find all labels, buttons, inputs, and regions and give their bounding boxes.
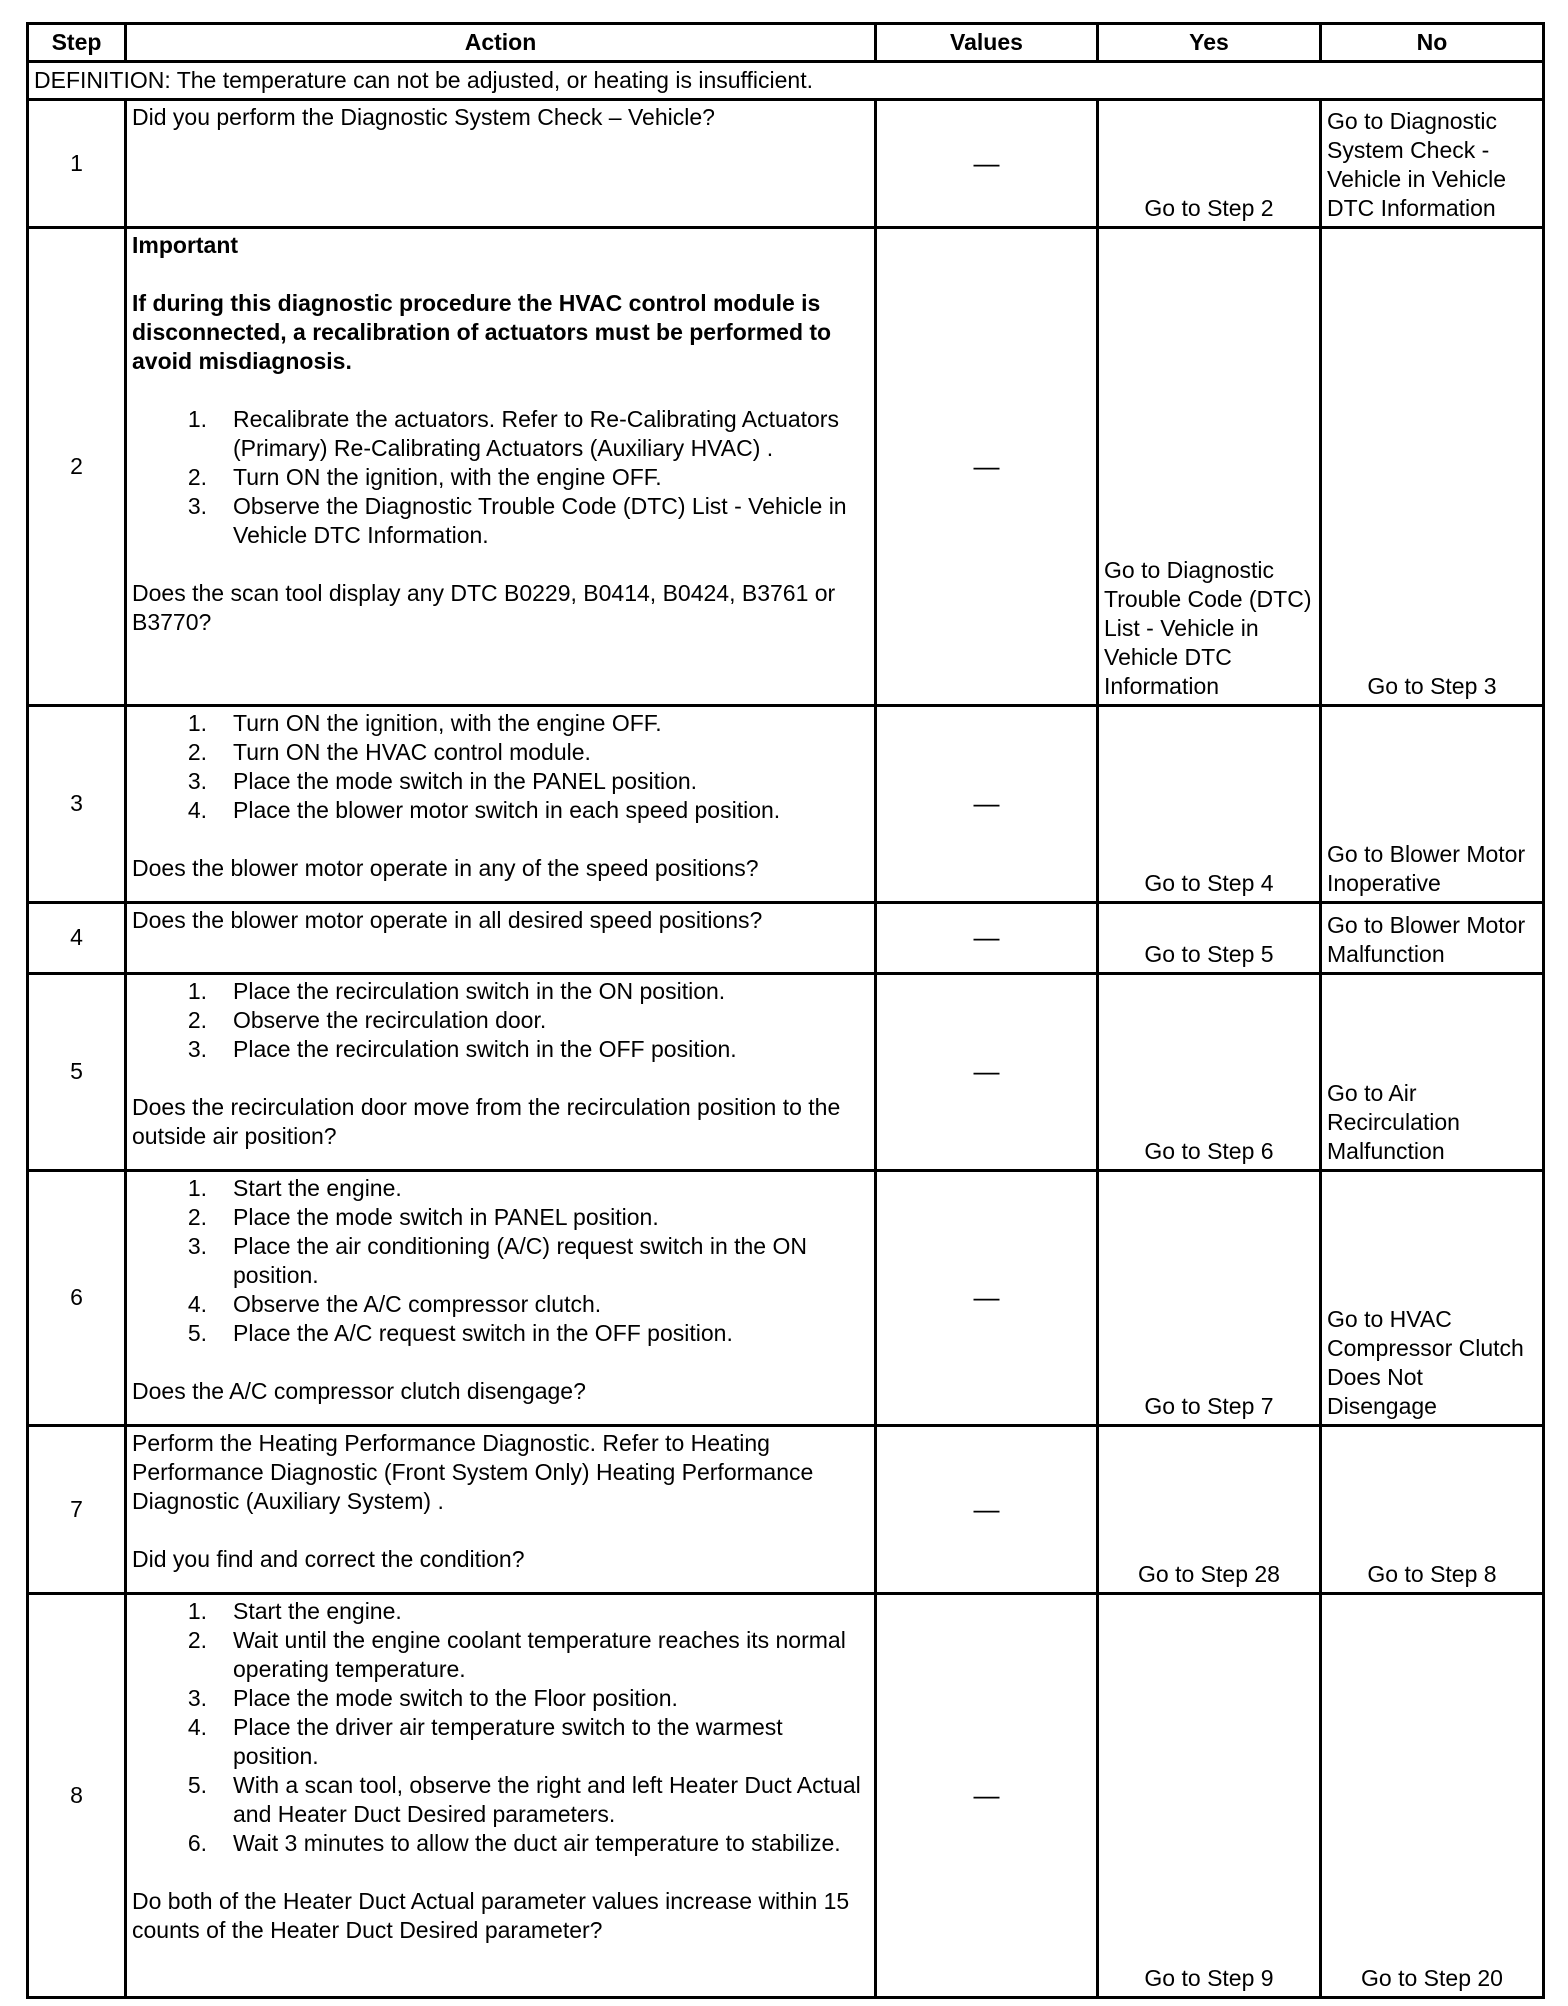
important-title: Important <box>132 232 239 258</box>
values-cell: — <box>876 974 1098 1171</box>
step-row-7 <box>28 1426 1544 1594</box>
yes-link[interactable]: Go to Step 2 <box>1098 100 1321 228</box>
list-item: 1. Place the recirculation switch in the ON position. <box>187 978 726 1004</box>
action-cell <box>126 974 876 1171</box>
procedure-list <box>132 1597 869 1858</box>
no-link[interactable]: Go to Air Recirculation Malfunction <box>1321 974 1544 1171</box>
procedure-list <box>132 405 869 550</box>
question-text: Did you find and correct the condition? <box>132 1546 525 1572</box>
list-item: 5. With a scan tool, observe the right and left Heater Duct Actual and Heater Duct Desired parameters. <box>187 1772 861 1827</box>
question-text: Does the blower motor operate in any of the speed positions? <box>132 855 759 881</box>
procedure-list <box>132 709 869 825</box>
list-item: 4. Place the blower motor switch in each speed position. <box>187 797 781 823</box>
header-step: Step <box>28 24 126 62</box>
step-row-1 <box>28 100 1544 228</box>
list-item: 5. Place the A/C request switch in the OFF position. <box>187 1320 733 1346</box>
list-item: 3. Place the air conditioning (A/C) request switch in the ON position. <box>187 1233 807 1288</box>
step-number: 4 <box>28 903 126 974</box>
header-values: Values <box>876 24 1098 62</box>
yes-link[interactable]: Go to Step 7 <box>1098 1171 1321 1426</box>
diagnostic-table <box>26 22 1545 1999</box>
no-link[interactable]: Go to Step 3 <box>1321 228 1544 706</box>
list-item: 2. Wait until the engine coolant temperature reaches its normal operating temperature. <box>187 1627 846 1682</box>
step-number: 5 <box>28 974 126 1171</box>
important-text: If during this diagnostic procedure the HVAC control module is disconnected, a recalibration of actuators must be performed to avoid misdiagnosis. <box>132 290 832 374</box>
action-cell <box>126 1594 876 1998</box>
list-item: 2. Place the mode switch in PANEL position. <box>187 1204 659 1230</box>
question-text: Does the scan tool display any DTC B0229, B0414, B0424, B3761 or B3770? <box>132 580 836 635</box>
question-text: Do both of the Heater Duct Actual parameter values increase within 15 counts of the Heater Duct Desired parameter? <box>132 1888 850 1943</box>
yes-link[interactable]: Go to Step 9 <box>1098 1594 1321 1998</box>
action-cell <box>126 1171 876 1426</box>
yes-link[interactable]: Go to Step 5 <box>1098 903 1321 974</box>
no-link[interactable]: Go to HVAC Compressor Clutch Does Not Disengage <box>1321 1171 1544 1426</box>
no-link[interactable]: Go to Blower Motor Malfunction <box>1321 903 1544 974</box>
step-number: 2 <box>28 228 126 706</box>
action-cell <box>126 100 876 228</box>
values-cell: — <box>876 100 1098 228</box>
no-link[interactable]: Go to Blower Motor Inoperative <box>1321 706 1544 903</box>
yes-link[interactable]: Go to Step 28 <box>1098 1426 1321 1594</box>
values-cell: — <box>876 1171 1098 1426</box>
header-action: Action <box>126 24 876 62</box>
list-item: 1. Start the engine. <box>187 1598 402 1624</box>
question-text: Does the recirculation door move from the recirculation position to the outside air position? <box>132 1094 841 1149</box>
yes-link[interactable]: Go to Step 4 <box>1098 706 1321 903</box>
step-row-3 <box>28 706 1544 903</box>
no-link[interactable]: Go to Step 20 <box>1321 1594 1544 1998</box>
step-row-2 <box>28 228 1544 706</box>
list-item: 3. Place the mode switch in the PANEL position. <box>187 768 698 794</box>
definition-row <box>28 62 1544 100</box>
list-item: 3. Observe the Diagnostic Trouble Code (DTC) List - Vehicle in Vehicle DTC Information. <box>187 493 847 548</box>
yes-link[interactable]: Go to Step 6 <box>1098 974 1321 1171</box>
no-link[interactable]: Go to Diagnostic System Check - Vehicle in Vehicle DTC Information <box>1321 100 1544 228</box>
values-cell: — <box>876 1426 1098 1594</box>
definition-text: DEFINITION: The temperature can not be adjusted, or heating is insufficient. <box>28 62 1544 100</box>
list-item: 3. Place the mode switch to the Floor position. <box>187 1685 678 1711</box>
list-item: 6. Wait 3 minutes to allow the duct air temperature to stabilize. <box>187 1830 841 1856</box>
header-row <box>28 24 1544 62</box>
values-cell: — <box>876 228 1098 706</box>
action-cell <box>126 228 876 706</box>
step-row-5 <box>28 974 1544 1171</box>
list-item: 2. Turn ON the HVAC control module. <box>187 739 591 765</box>
step-row-4 <box>28 903 1544 974</box>
header-no: No <box>1321 24 1544 62</box>
action-cell <box>126 1426 876 1594</box>
step-row-6 <box>28 1171 1544 1426</box>
step-number: 8 <box>28 1594 126 1998</box>
procedure-list <box>132 1174 869 1348</box>
step-row-8 <box>28 1594 1544 1998</box>
list-item: 1. Recalibrate the actuators. Refer to Re-Calibrating Actuators (Primary) Re-Calibrating Actuators (Auxiliary HVAC) . <box>187 406 839 461</box>
intro-text: Perform the Heating Performance Diagnostic. Refer to Heating Performance Diagnostic (Front System Only) Heating Performance Diagnostic (Auxiliary System) . <box>132 1430 814 1514</box>
list-item: 4. Place the driver air temperature switch to the warmest position. <box>187 1714 783 1769</box>
list-item: 3. Place the recirculation switch in the OFF position. <box>187 1036 737 1062</box>
procedure-list <box>132 977 869 1064</box>
list-item: 1. Start the engine. <box>187 1175 402 1201</box>
action-cell <box>126 903 876 974</box>
list-item: 2. Turn ON the ignition, with the engine OFF. <box>187 464 662 490</box>
step-number: 1 <box>28 100 126 228</box>
yes-link[interactable]: Go to Diagnostic Trouble Code (DTC) List - Vehicle in Vehicle DTC Information <box>1098 228 1321 706</box>
values-cell: — <box>876 1594 1098 1998</box>
step-number: 7 <box>28 1426 126 1594</box>
no-link[interactable]: Go to Step 8 <box>1321 1426 1544 1594</box>
step-number: 3 <box>28 706 126 903</box>
list-item: 2. Observe the recirculation door. <box>187 1007 547 1033</box>
question-text: Does the A/C compressor clutch disengage? <box>132 1378 586 1404</box>
values-cell: — <box>876 903 1098 974</box>
values-cell: — <box>876 706 1098 903</box>
question-text: Does the blower motor operate in all desired speed positions? <box>132 907 763 933</box>
question-text: Did you perform the Diagnostic System Check – Vehicle? <box>132 104 715 130</box>
step-number: 6 <box>28 1171 126 1426</box>
list-item: 4. Observe the A/C compressor clutch. <box>187 1291 602 1317</box>
header-yes: Yes <box>1098 24 1321 62</box>
action-cell <box>126 706 876 903</box>
list-item: 1. Turn ON the ignition, with the engine OFF. <box>187 710 662 736</box>
